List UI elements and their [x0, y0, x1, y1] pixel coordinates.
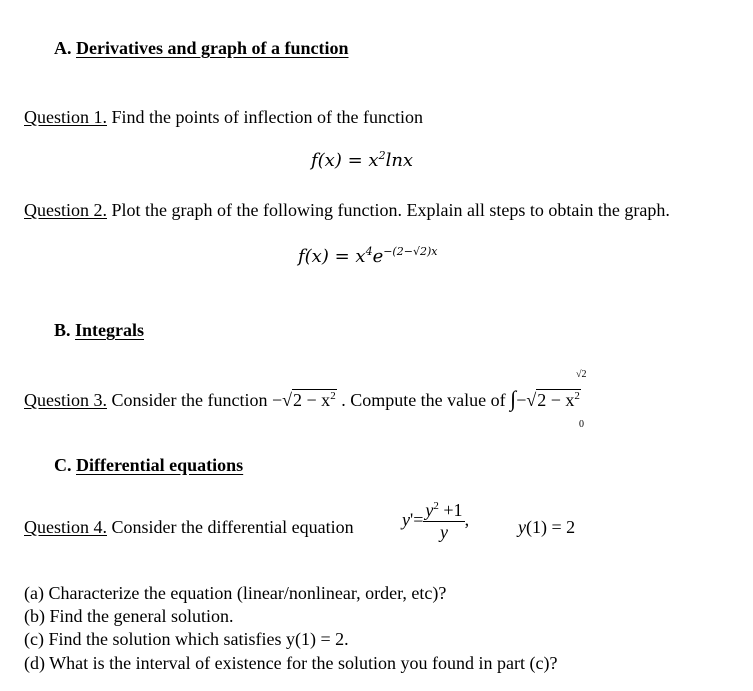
- fraction-denominator: y: [439, 522, 448, 542]
- part-d: (d) What is the interval of existence for the solution you found in part (c)?: [24, 653, 558, 673]
- section-c-title: Differential equations: [76, 455, 244, 475]
- part-a: (a) Characterize the equation (linear/nonlinear, order, etc)?: [24, 583, 447, 603]
- question-1-text: Find the points of inflection of the function: [111, 107, 423, 127]
- section-b-heading: [54, 320, 144, 341]
- fraction-numerator: $y^2 +1$: [425, 500, 463, 520]
- initial-condition: y(1) = 2: [518, 517, 576, 537]
- part-c: (c) Find the solution which satisfies y(1) = 2.: [24, 629, 349, 649]
- question-4-text: Consider the differential equation: [111, 517, 354, 537]
- section-c-heading: [54, 455, 243, 476]
- integral-lower-limit: 0: [579, 419, 584, 430]
- question-4: [24, 517, 354, 538]
- question-2: [24, 200, 670, 221]
- question-1-label: Question 1.: [24, 107, 107, 127]
- section-a-letter: A.: [54, 38, 72, 58]
- question-1: [24, 107, 423, 128]
- question-1-formula: $f(x) = x^2\ln x$: [311, 149, 414, 171]
- section-c-letter: C.: [54, 455, 72, 475]
- part-b: (b) Find the general solution.: [24, 606, 234, 626]
- question-3-text-before: Consider the function: [111, 390, 268, 410]
- section-a-title: Derivatives and graph of a function: [76, 38, 349, 58]
- section-b-title: Integrals: [75, 320, 145, 340]
- integral-upper-limit: √2: [576, 369, 587, 380]
- fraction: [423, 500, 464, 543]
- question-2-text: Plot the graph of the following function. Explain all steps to obtain the graph.: [111, 200, 670, 220]
- question-3-integral: $\int-√2 - x^2$: [510, 386, 580, 411]
- question-3-function: $-√2 - x^2$: [271, 390, 336, 410]
- question-3-text-after: . Compute the value of: [341, 390, 506, 410]
- question-2-formula: $f(x) = x^4e^{-(2-√2)x}$: [298, 245, 438, 267]
- question-4-label: Question 4.: [24, 517, 107, 537]
- question-4-equation: y'= $\frac{y^2 +1}{y}$ ,: [402, 500, 470, 542]
- question-3: [24, 386, 581, 412]
- question-2-label: Question 2.: [24, 200, 107, 220]
- question-3-label: Question 3.: [24, 390, 107, 410]
- section-b-letter: B.: [54, 320, 71, 340]
- section-a-heading: [54, 38, 349, 59]
